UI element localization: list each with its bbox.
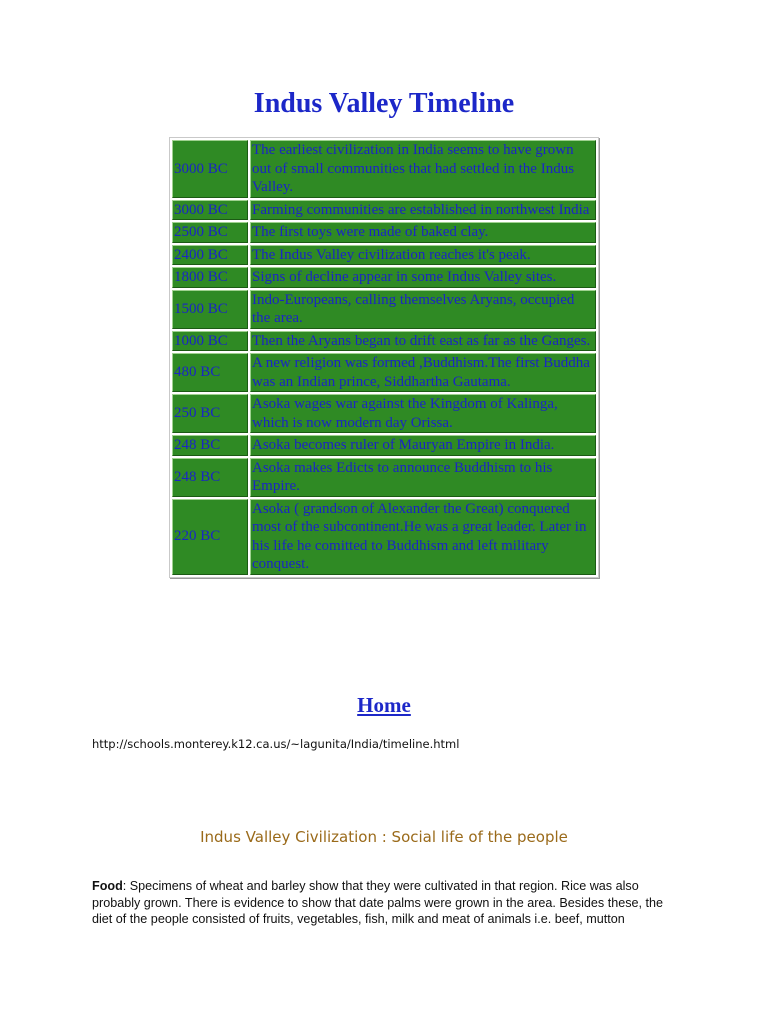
timeline-date: 2500 BC	[172, 222, 248, 243]
timeline-event: The Indus Valley civilization reaches it's peak.	[250, 245, 596, 266]
timeline-event: Asoka ( grandson of Alexander the Great) conquered most of the subcontinent.He was a great leader. Later in his life he comitted to Buddhism and left military conquest.	[250, 499, 596, 575]
timeline-date: 3000 BC	[172, 200, 248, 221]
timeline-row	[172, 290, 596, 329]
timeline-date: 1800 BC	[172, 267, 248, 288]
timeline-date: 220 BC	[172, 499, 248, 575]
timeline-event: The earliest civilization in India seems to have grown out of small communities that had settled in the Indus Valley.	[250, 140, 596, 198]
timeline-row	[172, 140, 596, 198]
timeline-body	[172, 140, 596, 575]
timeline-row	[172, 200, 596, 221]
timeline-event: Farming communities are established in northwest India	[250, 200, 596, 221]
timeline-date: 248 BC	[172, 458, 248, 497]
timeline-date: 480 BC	[172, 353, 248, 392]
timeline-row	[172, 267, 596, 288]
timeline-event: The first toys were made of baked clay.	[250, 222, 596, 243]
timeline-row	[172, 435, 596, 456]
food-paragraph	[92, 878, 682, 928]
timeline-row	[172, 331, 596, 352]
timeline-row	[172, 499, 596, 575]
timeline-table	[169, 137, 599, 578]
timeline-event: A new religion was formed ,Buddhism.The first Buddha was an Indian prince, Siddhartha Gautama.	[250, 353, 596, 392]
timeline-date: 1000 BC	[172, 331, 248, 352]
timeline-date: 3000 BC	[172, 140, 248, 198]
source-url: http://schools.monterey.k12.ca.us/~lagunita/India/timeline.html	[92, 737, 460, 751]
timeline-row	[172, 245, 596, 266]
food-text: : Specimens of wheat and barley show that they were cultivated in that region. Rice was also probably grown. There is evidence to show that date palms were grown in the area. Besides these, the diet of the people consisted of fruits, vegetables, fish, milk and meat of animals i.e. beef, mutton	[92, 879, 664, 926]
timeline-row	[172, 353, 596, 392]
timeline-event: Signs of decline appear in some Indus Valley sites.	[250, 267, 596, 288]
food-label: Food	[92, 879, 123, 893]
home-link[interactable]: Home	[357, 693, 411, 717]
timeline-event: Asoka becomes ruler of Mauryan Empire in India.	[250, 435, 596, 456]
timeline-event: Indo-Europeans, calling themselves Aryans, occupied the area.	[250, 290, 596, 329]
timeline-date: 248 BC	[172, 435, 248, 456]
timeline-row	[172, 222, 596, 243]
timeline-row	[172, 394, 596, 433]
page-title: Indus Valley Timeline	[253, 88, 515, 119]
section-heading: Indus Valley Civilization : Social life of the people	[200, 828, 568, 846]
timeline-event: Asoka makes Edicts to announce Buddhism to his Empire.	[250, 458, 596, 497]
timeline-event: Then the Aryans began to drift east as far as the Ganges.	[250, 331, 596, 352]
timeline-date: 2400 BC	[172, 245, 248, 266]
timeline-row	[172, 458, 596, 497]
timeline-date: 1500 BC	[172, 290, 248, 329]
timeline-date: 250 BC	[172, 394, 248, 433]
timeline-event: Asoka wages war against the Kingdom of Kalinga, which is now modern day Orissa.	[250, 394, 596, 433]
